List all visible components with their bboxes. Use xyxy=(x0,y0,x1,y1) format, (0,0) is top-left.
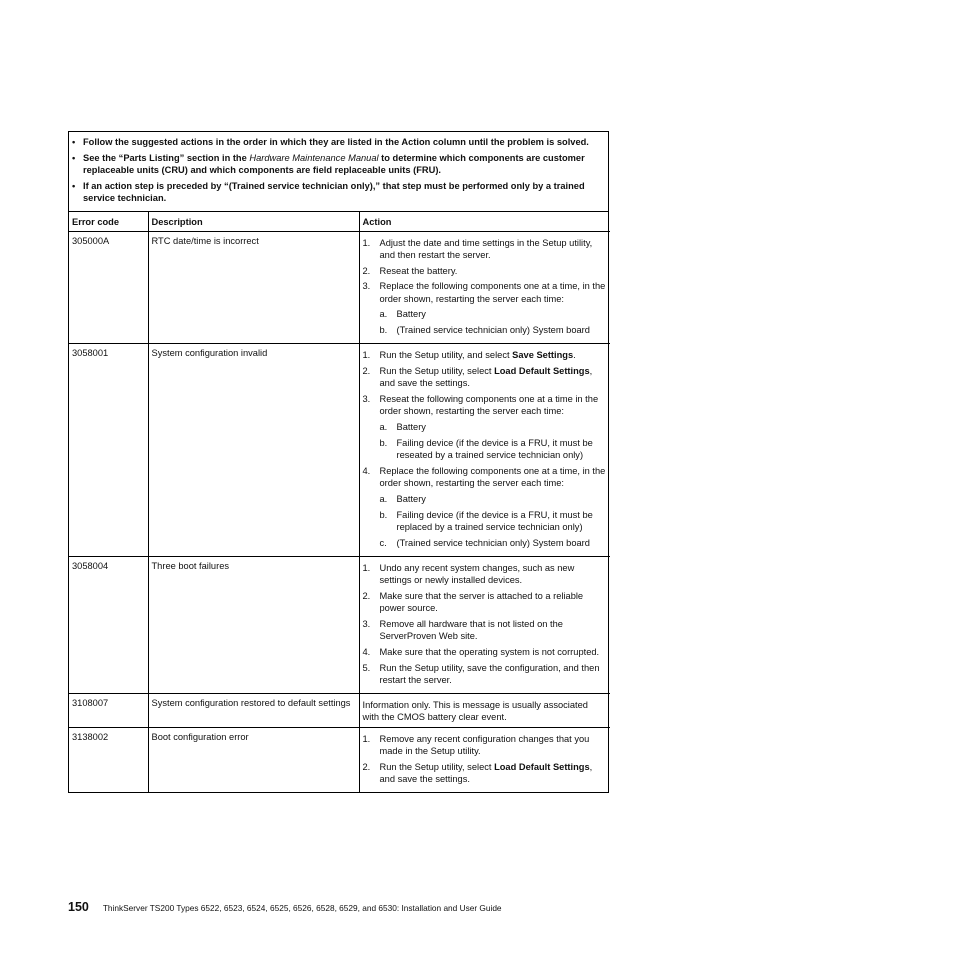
table-row xyxy=(69,556,610,693)
description: RTC date/time is incorrect xyxy=(148,231,359,344)
header-error-code: Error code xyxy=(69,212,148,232)
table-row xyxy=(69,231,610,344)
error-code: 305000A xyxy=(69,231,148,344)
error-code: 3058004 xyxy=(69,556,148,693)
table-row xyxy=(69,727,610,792)
action-step: 1. Run the Setup utility, and select Save Settings. xyxy=(362,350,576,361)
description: System configuration restored to default settings xyxy=(148,693,359,727)
note-item: • If an action step is preceded by “(Trained service technician only),” that step must be performed only by a trained service technician. xyxy=(72,180,585,203)
note-item: • Follow the suggested actions in the order in which they are listed in the Action column until the problem is solved. xyxy=(72,137,589,147)
table-row xyxy=(69,693,610,727)
action-substep: c. (Trained service technician only) System board xyxy=(379,537,590,548)
instructions-notes xyxy=(69,132,608,212)
action-step: 2. Run the Setup utility, select Load Default Settings, and save the settings. xyxy=(362,365,593,389)
action-step: 1. Remove any recent configuration changes that you made in the Setup utility. xyxy=(362,733,590,756)
action-step: 1. Adjust the date and time settings in the Setup utility, and then restart the server. xyxy=(362,237,593,260)
table-header-row xyxy=(69,212,610,232)
error-code-table xyxy=(69,212,610,792)
action xyxy=(359,231,610,344)
action-step: 3. Replace the following components one at a time, in the order shown, restarting the server each time: a. Battery b. (Trained service technician only) System board xyxy=(362,281,606,336)
error-code: 3108007 xyxy=(69,693,148,727)
action-step: 2. Make sure that the server is attached to a reliable power source. xyxy=(362,590,584,614)
action-step: 2. Reseat the battery. xyxy=(362,265,458,276)
document-title: ThinkServer TS200 Types 6522, 6523, 6524, 6525, 6526, 6528, 6529, and 6530: Installation and User Guide xyxy=(102,903,502,913)
action-step: 3. Reseat the following components one at a time in the order shown, restarting the server each time: a. Battery b. Failing device (if the device is a FRU, it must be reseated by a trained service technician only) xyxy=(363,393,608,461)
action-step: 4. Replace the following components one at a time, in the order shown, restarting the server each time: a. Battery b. Failing device (if the device is a FRU, it must be replaced by a trained service technician only) c. (Trained service technician only) System board xyxy=(362,465,606,548)
header-action: Action xyxy=(362,216,392,227)
action-substep: b. Failing device (if the device is a FRU, it must be reseated by a trained service technician only) xyxy=(379,437,593,461)
error-code-box xyxy=(68,131,609,793)
error-code: 3138002 xyxy=(69,727,148,792)
action-step: 2. Run the Setup utility, select Load Default Settings, and save the settings. xyxy=(362,761,593,784)
action-substep: a. Battery xyxy=(379,309,426,320)
error-code: 3058001 xyxy=(69,344,148,557)
action-substep: b. (Trained service technician only) System board xyxy=(379,325,590,336)
note-item: • See the “Parts Listing” section in the Hardware Maintenance Manual to determine which components are customer replaceable units (CRU) and which components are field replaceable units (FRU). xyxy=(72,152,585,175)
description: Three boot failures xyxy=(148,556,359,693)
manual-title: Hardware Maintenance Manual xyxy=(249,152,379,163)
action-step: 4. Make sure that the operating system is not corrupted. xyxy=(362,647,600,658)
table-row xyxy=(69,344,610,557)
action-step: 1. Undo any recent system changes, such as new settings or newly installed devices. xyxy=(362,562,575,586)
action xyxy=(359,727,610,792)
action-substep: b. Failing device (if the device is a FRU, it must be replaced by a trained service technician only) xyxy=(379,509,593,533)
page-footer xyxy=(68,900,502,914)
action-step: 5. Run the Setup utility, save the configuration, and then restart the server. xyxy=(362,662,600,686)
header-description: Description xyxy=(148,212,359,232)
description: System configuration invalid xyxy=(148,344,359,557)
action xyxy=(359,344,610,557)
page-number: 150 xyxy=(68,900,89,914)
action-substep: a. Battery xyxy=(379,494,426,505)
action: Information only. This is message is usually associated with the CMOS battery clear event. xyxy=(362,699,588,723)
description: Boot configuration error xyxy=(148,727,359,792)
action-substep: a. Battery xyxy=(379,422,426,433)
action-step: 3. Remove all hardware that is not listed on the ServerProven Web site. xyxy=(362,618,563,642)
action xyxy=(359,556,610,693)
